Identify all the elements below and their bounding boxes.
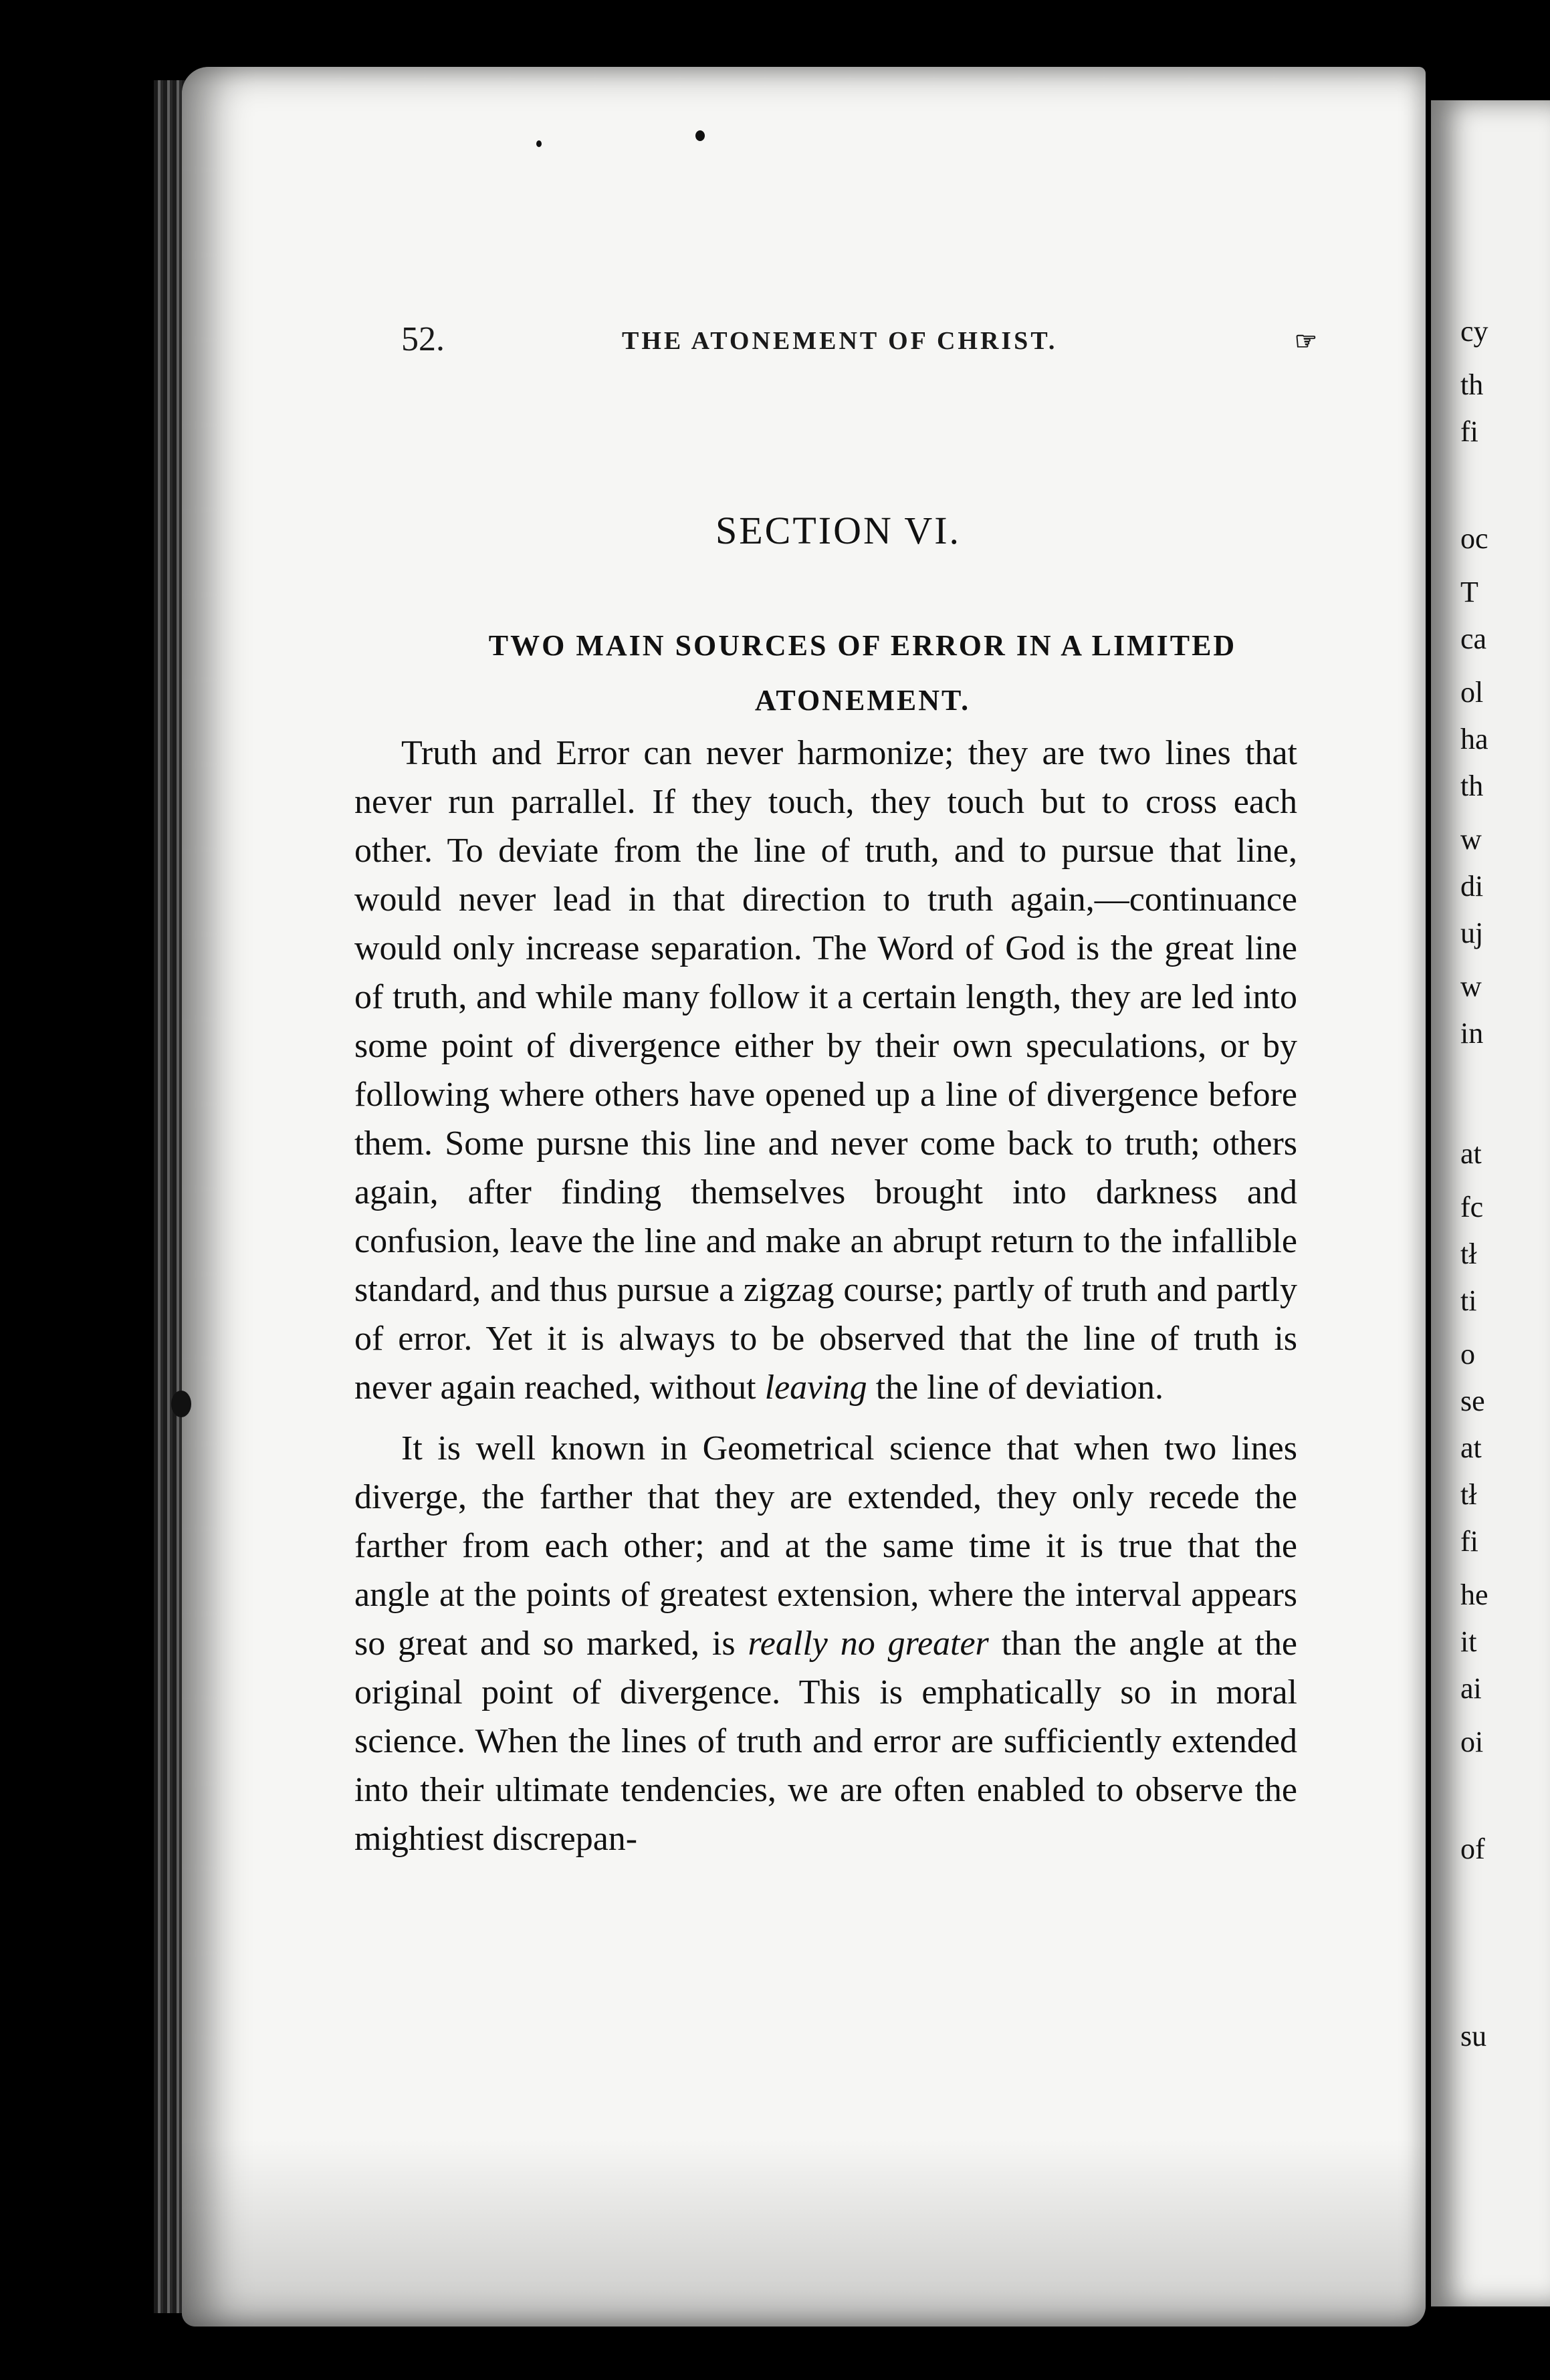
facing-page-text-fragment: cy [1460,315,1488,348]
facing-page-text-fragment: ha [1460,723,1488,755]
paragraph-1-end: the line of deviation. [867,1368,1164,1407]
ink-speck [536,140,542,147]
facing-page-text-fragment: ol [1460,676,1484,709]
ink-speck [695,130,705,141]
page-bottom-shadow [182,2139,1426,2327]
paragraph-2-text-b: than the angle at the original point of divergence. This is emphatically so in moral science. When the lines of truth and error are sufficiently extended into their ultimate tendencies, we are often enabled to observe the mightiest discrepan- [354,1625,1298,1858]
facing-page-text-fragment: in [1460,1017,1484,1050]
paragraph-1-text: Truth and Error can never harmonize; they are two lines that never run parrallel. If they touch, they touch but to cross each other. To deviate from the line of truth, and to pursue that line, would never lead in that direction to truth again,—continuance would only increase separation. The Word of God is the great line of truth, and while many follow it a certain length, they are led into some point of divergence either by their own speculations, or by following where others have opened up a line of divergence before them. Some pursne this line and never come back to truth; others again, after finding themselves brought into darkness and confusion, leave the line and make an abrupt return to the infallible standard, and thus pursue a zigzag course; partly of truth and partly of error. Yet it is always to be observed that the line of truth is never again reached, without [354,734,1297,1407]
corner-mark: ☞ [1294,328,1317,356]
section-subtitle-line1: TWO MAIN SOURCES OF ERROR IN A LIMITED [488,629,1237,662]
facing-page-text-fragment: su [1460,2020,1487,2052]
facing-page-text-fragment: fi [1460,415,1478,448]
paragraph-2-text-a: It is well known in Geometrical science that when two lines diverge, the farther that they are extended, they only recede the farther from each other; and at the same time it is true that the angle at the points of greatest extension, where the interval appears so great and so marked, is [354,1429,1297,1663]
facing-page-text-fragment: fi [1460,1525,1478,1558]
section-title: SECTION VI. [715,509,962,552]
facing-page-text-fragment: oc [1460,522,1488,555]
page-number: 52. [401,320,445,358]
facing-page-text-fragment: it [1460,1625,1477,1658]
facing-page-text-fragment: at [1460,1431,1482,1464]
facing-page-text-fragment: w [1460,823,1482,856]
facing-page-text-fragment: tł [1460,1478,1477,1511]
facing-page-text-fragment: th [1460,769,1484,802]
running-head: THE ATONEMENT OF CHRIST. [622,327,1058,355]
facing-page-text-fragment: oi [1460,1726,1484,1758]
facing-page-text-fragment: uj [1460,917,1484,949]
facing-page-text-fragment: fc [1460,1191,1484,1223]
facing-page-text-fragment: ca [1460,622,1487,655]
facing-page-text-fragment: T [1460,576,1478,608]
facing-page-text-fragment: w [1460,970,1482,1003]
facing-page-text-fragment: ai [1460,1672,1482,1705]
page-header [401,320,1324,366]
paragraph-1-emphasis: leaving [764,1368,867,1407]
section-subtitle-line2: ATONEMENT. [754,684,971,717]
facing-page-text-fragment: ti [1460,1284,1477,1317]
facing-page-text-fragment: of [1460,1832,1485,1865]
facing-page-text-fragment: di [1460,870,1484,903]
facing-page-text-fragment: o [1460,1338,1475,1371]
paragraph-1 [354,729,1297,1412]
binding-hole [171,1391,191,1417]
paragraph-2 [354,1424,1297,1863]
section-subtitle [388,618,1337,728]
facing-page-text-fragment: tł [1460,1237,1477,1270]
facing-page-text-fragment: se [1460,1385,1485,1417]
facing-page-fragment [1431,100,1550,2306]
facing-page-text-fragment: th [1460,368,1484,401]
body-text [354,729,1297,1875]
facing-page-text-fragment: at [1460,1137,1482,1170]
facing-page-text-fragment: he [1460,1578,1488,1611]
paragraph-2-emphasis: really no greater [748,1625,989,1663]
